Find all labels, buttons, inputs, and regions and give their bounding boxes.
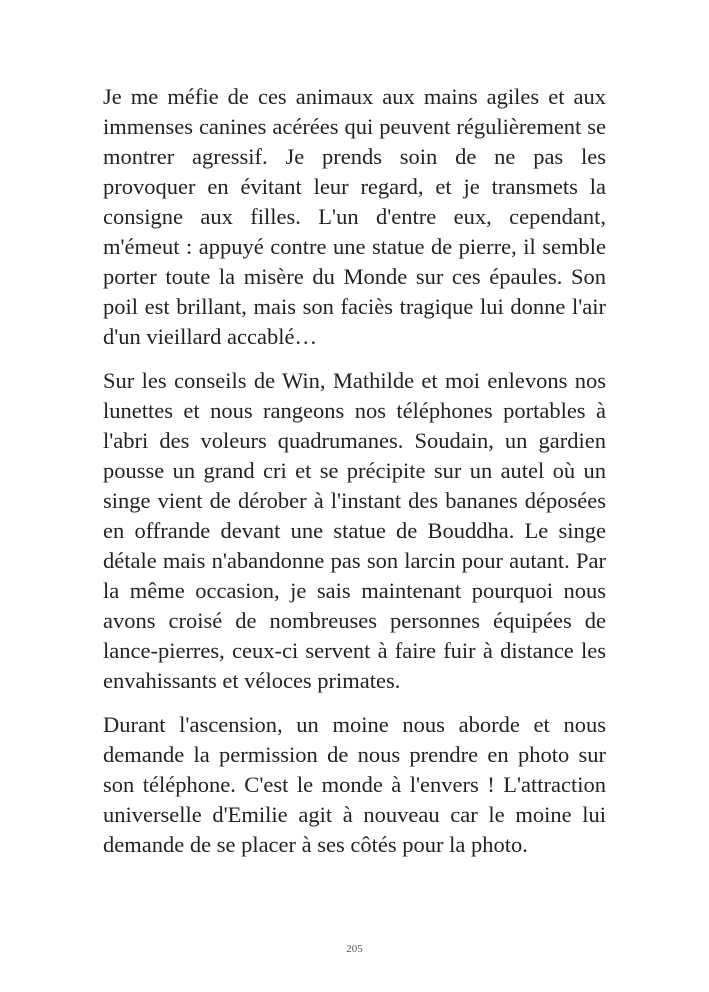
paragraph-1: Je me méfie de ces animaux aux mains agiles et aux immenses canines acérées qui peuvent régulièrement se montrer agressif. Je prends soin de ne pas les provoquer en évitant leur regard, et je transmets la consigne aux filles. L'un d'entre eux, cependant, m'émeut : appuyé contre une statue de pierre, il semble porter toute la misère du Monde sur ces épaules. Son poil est brillant, mais son faciès tragique lui donne l'air d'un vieillard accablé… xyxy=(103,84,606,349)
paragraph-3: Durant l'ascension, un moine nous aborde et nous demande la permission de nous prendre en photo sur son téléphone. C'est le monde à l'envers ! L'attraction universelle d'Emilie agit à nouveau car le moine lui demande de se placer à ses côtés pour la photo. xyxy=(103,712,606,857)
paragraph-2: Sur les conseils de Win, Mathilde et moi enlevons nos lunettes et nous rangeons nos téléphones portables à l'abri des voleurs quadrumanes. Soudain, un gardien pousse un grand cri et se précipite sur un autel où un singe vient de dérober à l'instant des bananes déposées en offrande devant une statue de Bouddha. Le singe détale mais n'abandonne pas son larcin pour autant. Par la même occasion, je sais maintenant pourquoi nous avons croisé de nombreuses personnes équipées de lance-pierres, ceux-ci servent à faire fuir à distance les envahissants et véloces primates. xyxy=(103,368,606,693)
page-number: 205 xyxy=(346,943,363,955)
body-text xyxy=(103,82,606,874)
